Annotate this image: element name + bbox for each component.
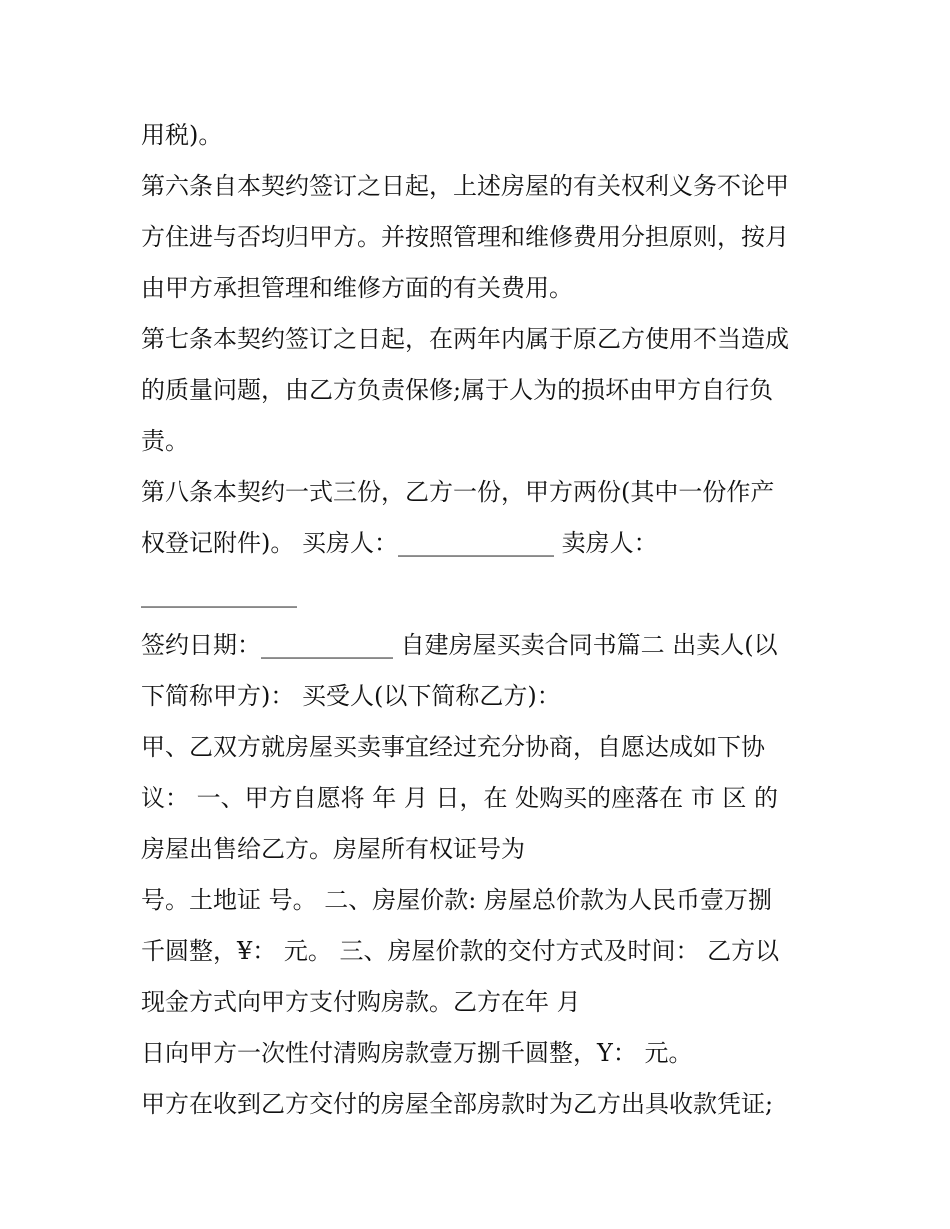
document-body: [141, 110, 821, 1130]
text-line: 号。土地证 号。 二、房屋价款: 房屋总价款为人民币壹万捌: [141, 886, 772, 914]
text-line: 方住进与否均归甲方。并按照管理和维修费用分担原则，按月: [141, 223, 789, 251]
text-line: 现金方式向甲方支付购房款。乙方在年 月: [141, 988, 581, 1016]
text-line: 甲方在收到乙方交付的房屋全部房款时为乙方出具收款凭证;: [141, 1090, 774, 1118]
text-line: 千圆整，¥： 元。 三、房屋价款的交付方式及时间： 乙方以: [141, 937, 780, 965]
text-line: 下简称甲方)： 买受人(以下简称乙方)：: [141, 682, 561, 710]
text-line: 日向甲方一次性付清购房款壹万捌千圆整，Y： 元。: [141, 1039, 693, 1067]
text-line: 责。: [141, 427, 189, 455]
text-line: 第七条本契约签订之日起，在两年内属于原乙方使用不当造成: [141, 325, 789, 353]
text-line: 的质量问题，由乙方负责保修;属于人为的损坏由甲方自行负: [141, 376, 774, 404]
text-line: 由甲方承担管理和维修方面的有关费用。: [141, 274, 573, 302]
text-line: 签约日期：___________ 自建房屋买卖合同书篇二 出卖人(以: [141, 631, 778, 659]
signature-blank-line: _____________: [141, 580, 297, 608]
text-line: 第八条本契约一式三份，乙方一份，甲方两份(其中一份作产: [141, 478, 775, 506]
text-line: 权登记附件)。 买房人：_____________ 卖房人：: [141, 529, 658, 557]
text-line: 第六条自本契约签订之日起，上述房屋的有关权利义务不论甲: [141, 172, 789, 200]
text-line: 用税)。: [141, 121, 223, 149]
text-line: 甲、乙双方就房屋买卖事宜经过充分协商，自愿达成如下协: [141, 733, 765, 761]
text-line: 房屋出售给乙方。房屋所有权证号为: [141, 835, 525, 863]
text-line: 议： 一、甲方自愿将 年 月 日，在 处购买的座落在 市 区 的: [141, 784, 779, 812]
